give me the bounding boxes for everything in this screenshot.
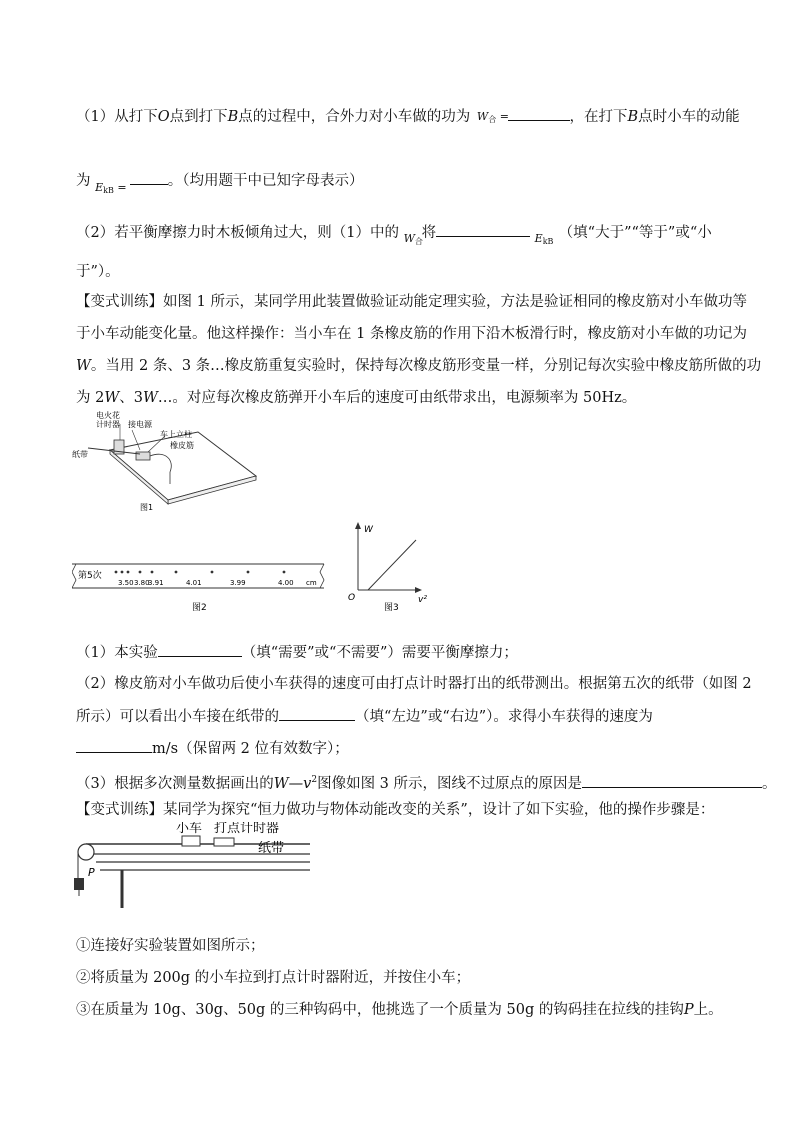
q-2c [76,738,349,759]
answer-blank[interactable] [508,106,570,121]
x-label: v² [418,595,427,605]
tape-dot [175,571,178,574]
fig3-caption: 图3 [384,603,399,613]
label-p: P [88,866,95,879]
cart [136,452,150,460]
q1-line3 [76,222,712,246]
tape-label: 第5次 [78,571,102,581]
weight-p [74,878,84,890]
tape-dot [247,571,250,574]
w-symbol: W [76,358,91,374]
tape-dots [115,571,286,574]
text: （3）根据多次测量数据画出的 [76,775,274,792]
text: 点到打下 [169,109,228,125]
e-sub: kB [103,186,114,195]
answer-blank[interactable] [279,706,355,721]
w-symbol: W [403,232,415,245]
v1-line2: 于小车动能变化量。他这样操作：当小车在 1 条橡皮筋的作用下沿木板滑行时，橡皮筋对小车做的功记为 [76,326,747,342]
e-sub: kB [542,237,554,246]
tape-tear-left [72,564,76,588]
w-sub: 合 [488,115,497,124]
tape-tick-label: 4.01 [186,579,202,587]
tape-tick-label: 3.91 [148,579,164,587]
tape-dot [121,571,124,574]
answer-blank[interactable] [582,773,762,788]
superscript: 2 [311,775,318,785]
w-symbol: W [476,110,489,123]
fig2-caption: 图2 [192,603,207,613]
step-1: ①连接好实验装置如图所示； [76,938,265,954]
text: （1）从打下 [76,109,158,125]
w-symbol: W [142,390,158,406]
text: 将 [421,225,437,241]
w-sub: 合 [414,237,423,246]
pulley [78,844,94,860]
tape-tick-label: 4.00 [278,579,294,587]
e-symbol: E [95,181,104,194]
label-timer: 打点计时器 [214,822,280,836]
text: 上。 [693,1002,723,1018]
tape-dot [127,571,130,574]
answer-blank[interactable] [158,642,242,657]
figure-2 [72,560,332,616]
tape-ticks [118,579,317,587]
step-2: ②将质量为 200g 的小车拉到打点计时器附近，并按住小车； [76,970,471,986]
v1-line1: 【变式训练】如图 1 所示，某同学用此装置做验证动能定理实验，方法是验证相同的橡皮筋对小车做功等 [76,294,747,310]
text: 点的过程中，合外力对小车做的功为 [238,109,471,125]
x-arrow [415,587,422,593]
text: …。对应每次橡皮筋弹开小车后的速度可由纸带求出，电源频率为 50Hz。 [157,390,637,406]
answer-blank[interactable] [76,738,152,753]
label-timer: 电火花 [96,411,120,420]
text: （填“大于”“等于”或“小 [558,225,712,241]
text: 。（均用题干中已知字母表示） [167,173,364,189]
figure-4 [72,822,312,912]
v1-line4 [76,388,636,408]
text: 为 2 [76,390,105,406]
text: 。 [762,775,777,792]
q-3 [76,770,777,794]
text: ，在打下 [569,109,628,125]
text: m/s（保留两 2 位有效数字）； [152,741,349,757]
text: ③在质量为 10g、30g、50g 的三种钩码中，他挑选了一个质量为 50g 的钩码挂在拉线的挂钩 [76,1002,684,1018]
label-timer2: 计时器 [96,420,120,429]
label-tape: 纸带 [258,841,285,856]
tape-tear-right [320,564,324,588]
tape-dot [115,571,118,574]
text: 所示）可以看出小车接在纸带的 [76,709,279,725]
tape-dot [211,571,214,574]
tape-tick-label: 3.50 [118,579,134,587]
text: （2）若平衡摩擦力时木板倾角过大，则（1）中的 [76,225,399,241]
v1-line3 [76,356,761,376]
figure-1 [70,410,270,516]
w-symbol: W [104,390,120,406]
tape-tick-label: cm [306,579,317,587]
text: （1）本实验 [76,645,158,661]
text: 为 [76,173,91,189]
q1-line1 [76,106,740,127]
e-symbol: E [534,232,543,245]
tape-tick-label: 3.80 [134,579,150,587]
point-b: B [627,109,639,125]
eq: = [117,181,127,194]
tape-tick-label: 3.99 [230,579,246,587]
q-1 [76,642,518,663]
tape-dot [151,571,154,574]
w-v-symbol: W—v [273,775,312,792]
answer-blank[interactable] [130,170,168,185]
text: 图像如图 3 所示，图线不过原点的原因是 [317,775,583,792]
origin-label: O [348,593,356,603]
q-2b [76,706,653,727]
point-o: O [157,109,170,125]
label-power: 接电源 [128,420,152,429]
fig1-caption: 图1 [140,503,154,512]
q1-line2 [76,170,364,195]
v2-line1: 【变式训练】某同学为探究“恒力做功与物体动能改变的关系”，设计了如下实验，他的操作步骤是： [76,802,715,818]
y-arrow [355,522,361,529]
y-label: W [364,525,373,535]
eq: = [499,110,509,123]
step-3 [76,1000,723,1020]
label-tape: 纸带 [72,450,88,459]
timer-body [214,838,234,846]
tape-dot [283,571,286,574]
hook-p: P [683,1002,694,1018]
text: 。当用 2 条、3 条…橡皮筋重复实验时，保持每次橡皮筋形变量一样，分别记每次实验中橡皮筋所做的功 [90,358,762,374]
text: 点时小车的动能 [638,109,740,125]
label-post: 车上立柱 [160,430,192,439]
text: （填“左边”或“右边”）。求得小车获得的速度为 [355,709,653,725]
point-b: B [227,109,239,125]
figure-3 [344,520,434,616]
tape-dot [139,571,142,574]
q-2: （2）橡皮筋对小车做功后使小车获得的速度可由打点计时器打出的纸带测出。根据第五次的纸带（如图 2 [76,676,752,692]
text: 、3 [119,390,143,406]
label-band: 橡皮筋 [170,441,194,450]
q1-line4: 于”）。 [76,264,120,280]
cart-body [182,836,200,846]
graph-line [368,540,416,590]
text: （填“需要”或“不需要”）需要平衡摩擦力； [241,645,518,661]
answer-blank[interactable] [436,222,530,237]
label-car: 小车 [176,822,203,836]
